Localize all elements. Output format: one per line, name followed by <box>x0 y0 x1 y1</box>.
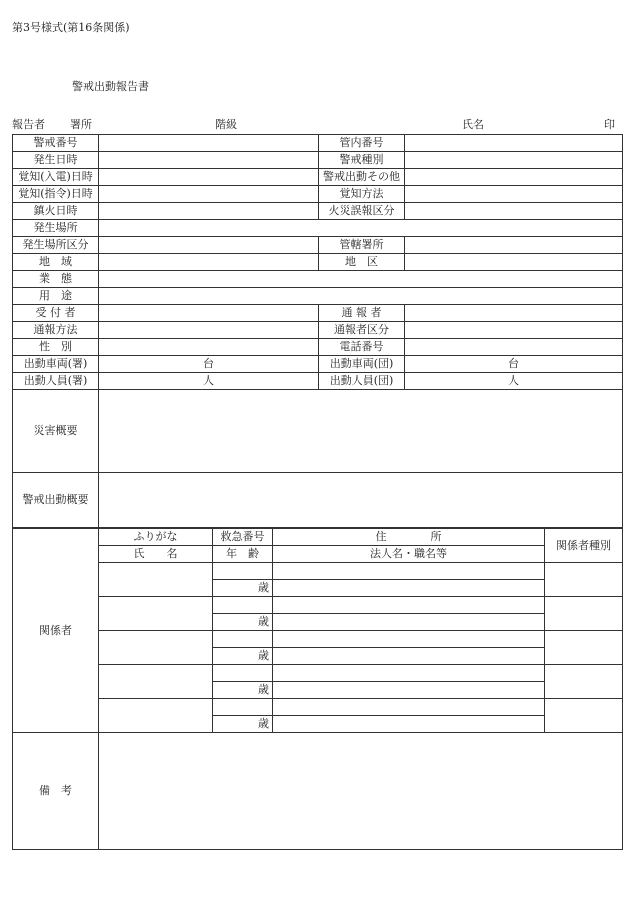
label-uketsukesha: 受 付 者 <box>13 305 99 322</box>
field-related-kyukyu[interactable] <box>213 563 273 580</box>
field-keikai-bango[interactable] <box>99 135 319 152</box>
label-hassei-basho: 発生場所 <box>13 220 99 237</box>
field-related-name[interactable] <box>99 631 213 665</box>
name-label: 氏名 <box>462 118 484 131</box>
field-related-corp[interactable] <box>273 716 545 733</box>
report-form-table <box>12 134 623 528</box>
age-unit: 歳 <box>258 717 269 730</box>
label-biko: 備 考 <box>13 733 99 850</box>
unit-nin: 人 <box>508 374 519 387</box>
label-kakuchi-hoho: 覚知方法 <box>319 186 405 203</box>
header-shimei: 氏 名 <box>99 546 213 563</box>
label-kakuchi-shirei: 覚知(指令)日時 <box>13 186 99 203</box>
label-shutsudo-jinin-sho: 出動人員(署) <box>13 373 99 390</box>
field-related-name[interactable] <box>99 597 213 631</box>
field-denwa-bango[interactable] <box>405 339 623 356</box>
field-related-age[interactable] <box>213 648 273 665</box>
field-kakuchi-hoho[interactable] <box>405 186 623 203</box>
field-related-type[interactable] <box>545 597 623 631</box>
field-shutsudo-sharyo-sho[interactable] <box>99 356 319 373</box>
document-title: 警戒出動報告書 <box>72 80 149 93</box>
field-saigai-gaiyo[interactable] <box>99 390 623 473</box>
field-chinka-nichiji[interactable] <box>99 203 319 220</box>
header-furigana: ふりがな <box>99 529 213 546</box>
field-chiiki[interactable] <box>99 254 319 271</box>
label-gyotai: 業 態 <box>13 271 99 288</box>
field-related-type[interactable] <box>545 563 623 597</box>
field-related-age[interactable] <box>213 614 273 631</box>
field-related-address[interactable] <box>273 699 545 716</box>
field-related-age[interactable] <box>213 716 273 733</box>
label-keikai-sonota: 警戒出動その他 <box>319 169 405 186</box>
field-yoto[interactable] <box>99 288 623 305</box>
field-kakuchi-nyuden[interactable] <box>99 169 319 186</box>
label-hassei-nichiji: 発生日時 <box>13 152 99 169</box>
field-related-kyukyu[interactable] <box>213 597 273 614</box>
reporter-label: 報告者 <box>12 118 45 131</box>
field-keikai-sonota[interactable] <box>405 169 623 186</box>
header-hojin: 法人名・職名等 <box>273 546 545 563</box>
label-denwa-bango: 電話番号 <box>319 339 405 356</box>
field-keikai-shubetsu[interactable] <box>405 152 623 169</box>
field-shutsudo-jinin-dan[interactable] <box>405 373 623 390</box>
field-related-type[interactable] <box>545 699 623 733</box>
field-hassei-basho-kubun[interactable] <box>99 237 319 254</box>
header-kyukyu-bango: 救急番号 <box>213 529 273 546</box>
label-tsuhosha-kubun: 通報者区分 <box>319 322 405 339</box>
header-jusho: 住 所 <box>273 529 545 546</box>
label-shutsudo-sharyo-dan: 出動車両(団) <box>319 356 405 373</box>
label-kasai-gohou: 火災誤報区分 <box>319 203 405 220</box>
header-kankeisha-shubetsu: 関係者種別 <box>545 529 623 563</box>
age-unit: 歳 <box>258 683 269 696</box>
label-chiiki: 地 域 <box>13 254 99 271</box>
field-kasai-gohou[interactable] <box>405 203 623 220</box>
label-keikai-gaiyo: 警戒出動概要 <box>13 473 99 528</box>
field-keikai-gaiyo[interactable] <box>99 473 623 528</box>
field-hassei-nichiji[interactable] <box>99 152 319 169</box>
field-related-corp[interactable] <box>273 580 545 597</box>
label-saigai-gaiyo: 災害概要 <box>13 390 99 473</box>
age-unit: 歳 <box>258 615 269 628</box>
field-seibetsu[interactable] <box>99 339 319 356</box>
field-related-address[interactable] <box>273 597 545 614</box>
age-unit: 歳 <box>258 649 269 662</box>
field-related-name[interactable] <box>99 699 213 733</box>
unit-dai: 台 <box>508 357 519 370</box>
label-shutsudo-jinin-dan: 出動人員(団) <box>319 373 405 390</box>
field-related-address[interactable] <box>273 631 545 648</box>
age-unit: 歳 <box>258 581 269 594</box>
field-related-type[interactable] <box>545 631 623 665</box>
field-related-kyukyu[interactable] <box>213 631 273 648</box>
label-chiku: 地 区 <box>319 254 405 271</box>
seal-mark: 印 <box>604 118 615 131</box>
field-kakuchi-shirei[interactable] <box>99 186 319 203</box>
field-related-address[interactable] <box>273 563 545 580</box>
field-shutsudo-jinin-sho[interactable] <box>99 373 319 390</box>
label-kannai-bango: 管内番号 <box>319 135 405 152</box>
field-related-corp[interactable] <box>273 614 545 631</box>
field-related-age[interactable] <box>213 580 273 597</box>
label-hassei-basho-kubun: 発生場所区分 <box>13 237 99 254</box>
field-biko[interactable] <box>99 733 623 850</box>
rank-label: 階級 <box>215 118 237 131</box>
field-related-name[interactable] <box>99 563 213 597</box>
label-shutsudo-sharyo-sho: 出動車両(署) <box>13 356 99 373</box>
field-kankatsu-shosho[interactable] <box>405 237 623 254</box>
label-kankatsu-shosho: 管轄署所 <box>319 237 405 254</box>
field-gyotai[interactable] <box>99 271 623 288</box>
field-tsuhosha-kubun[interactable] <box>405 322 623 339</box>
related-persons-table <box>12 528 623 850</box>
label-keikai-bango: 警戒番号 <box>13 135 99 152</box>
label-seibetsu: 性 別 <box>13 339 99 356</box>
form-number: 第3号様式(第16条関係) <box>12 21 130 34</box>
label-chinka-nichiji: 鎮火日時 <box>13 203 99 220</box>
field-chiku[interactable] <box>405 254 623 271</box>
reporter-line <box>12 116 618 130</box>
label-yoto: 用 途 <box>13 288 99 305</box>
field-shutsudo-sharyo-dan[interactable] <box>405 356 623 373</box>
unit-dai: 台 <box>203 357 214 370</box>
header-nenrei: 年 齢 <box>213 546 273 563</box>
label-kankeisha: 関係者 <box>13 529 99 733</box>
unit-nin: 人 <box>203 374 214 387</box>
label-keikai-shubetsu: 警戒種別 <box>319 152 405 169</box>
field-tsuhosha[interactable] <box>405 305 623 322</box>
field-related-address[interactable] <box>273 665 545 682</box>
field-related-corp[interactable] <box>273 682 545 699</box>
label-kakuchi-nyuden: 覚知(入電)日時 <box>13 169 99 186</box>
field-hassei-basho[interactable] <box>99 220 623 237</box>
field-related-name[interactable] <box>99 665 213 699</box>
field-related-type[interactable] <box>545 665 623 699</box>
field-kannai-bango[interactable] <box>405 135 623 152</box>
label-tsuhosha: 通 報 者 <box>319 305 405 322</box>
field-related-age[interactable] <box>213 682 273 699</box>
field-related-corp[interactable] <box>273 648 545 665</box>
field-related-kyukyu[interactable] <box>213 665 273 682</box>
field-uketsukesha[interactable] <box>99 305 319 322</box>
field-related-kyukyu[interactable] <box>213 699 273 716</box>
label-tsuho-hoho: 通報方法 <box>13 322 99 339</box>
field-tsuho-hoho[interactable] <box>99 322 319 339</box>
office-label: 署所 <box>70 118 92 131</box>
